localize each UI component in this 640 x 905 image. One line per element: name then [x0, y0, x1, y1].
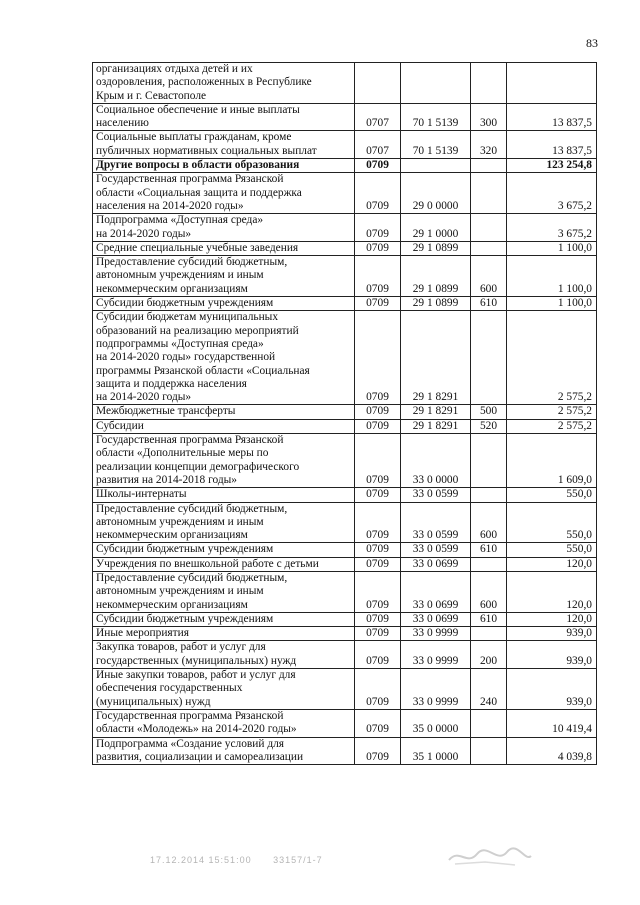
row-name: Предоставление субсидий бюджетным, автономным учреждениям и иным некоммерческим организациям: [93, 502, 355, 543]
row-amount: 3 675,2: [507, 214, 597, 242]
row-section-code: 0709: [355, 502, 401, 543]
row-target-article: 33 0 0699: [401, 612, 471, 626]
row-section-code: 0707: [355, 103, 401, 131]
row-expense-type: 300: [471, 103, 507, 131]
table-row: [93, 131, 597, 159]
row-expense-type: [471, 709, 507, 737]
row-target-article: 70 1 5139: [401, 131, 471, 159]
row-name: организациях отдыха детей и их оздоровления, расположенных в Республике Крым и г. Севастополе: [93, 63, 355, 104]
row-name: Государственная программа Рязанской области «Молодежь» на 2014-2020 годы»: [93, 709, 355, 737]
row-name: Средние специальные учебные заведения: [93, 241, 355, 255]
row-section-code: 0709: [355, 214, 401, 242]
row-name: Предоставление субсидий бюджетным, автономным учреждениям и иным некоммерческим организациям: [93, 256, 355, 297]
table-row: [93, 63, 597, 104]
row-expense-type: 500: [471, 405, 507, 419]
row-target-article: 33 0 0699: [401, 571, 471, 612]
row-expense-type: [471, 557, 507, 571]
row-expense-type: [471, 434, 507, 488]
table-row: [93, 173, 597, 214]
row-target-article: 33 0 0599: [401, 488, 471, 502]
row-expense-type: [471, 737, 507, 765]
row-amount: 1 100,0: [507, 256, 597, 297]
row-amount: 1 100,0: [507, 241, 597, 255]
row-section-code: 0709: [355, 434, 401, 488]
row-expense-type: [471, 173, 507, 214]
row-target-article: 29 0 0000: [401, 173, 471, 214]
row-target-article: 33 0 9999: [401, 641, 471, 669]
row-expense-type: 520: [471, 419, 507, 433]
table-body: [93, 63, 597, 765]
row-target-article: 29 1 0899: [401, 256, 471, 297]
table-row: [93, 488, 597, 502]
row-amount: 1 609,0: [507, 434, 597, 488]
row-target-article: 35 1 0000: [401, 737, 471, 765]
row-amount: 2 575,2: [507, 419, 597, 433]
table-row: [93, 311, 597, 405]
table-row: [93, 159, 597, 173]
row-target-article: 33 0 0599: [401, 502, 471, 543]
row-name: Социальные выплаты гражданам, кроме публичных нормативных социальных выплат: [93, 131, 355, 159]
row-expense-type: [471, 627, 507, 641]
row-expense-type: 200: [471, 641, 507, 669]
row-name: Закупка товаров, работ и услуг для государственных (муниципальных) нужд: [93, 641, 355, 669]
row-target-article: 29 1 8291: [401, 311, 471, 405]
row-name: Школы-интернаты: [93, 488, 355, 502]
row-name: Субсидии бюджетным учреждениям: [93, 543, 355, 557]
row-section-code: 0707: [355, 131, 401, 159]
row-expense-type: 600: [471, 256, 507, 297]
row-expense-type: [471, 488, 507, 502]
row-section-code: 0709: [355, 405, 401, 419]
table-row: [93, 709, 597, 737]
row-expense-type: [471, 311, 507, 405]
row-target-article: 29 1 0899: [401, 297, 471, 311]
row-expense-type: 610: [471, 543, 507, 557]
row-section-code: 0709: [355, 159, 401, 173]
row-target-article: 29 1 8291: [401, 419, 471, 433]
row-target-article: 33 0 0000: [401, 434, 471, 488]
row-name: Субсидии: [93, 419, 355, 433]
row-expense-type: 610: [471, 612, 507, 626]
row-target-article: 29 1 0000: [401, 214, 471, 242]
table-row: [93, 502, 597, 543]
table-row: [93, 297, 597, 311]
row-section-code: 0709: [355, 256, 401, 297]
row-name: Иные мероприятия: [93, 627, 355, 641]
row-section-code: 0709: [355, 737, 401, 765]
row-name: Другие вопросы в области образования: [93, 159, 355, 173]
row-name: Иные закупки товаров, работ и услуг для обеспечения государственных (муниципальных) нужд: [93, 669, 355, 710]
row-target-article: 33 0 9999: [401, 669, 471, 710]
table-row: [93, 627, 597, 641]
row-section-code: 0709: [355, 173, 401, 214]
row-target-article: 29 1 8291: [401, 405, 471, 419]
row-amount: 939,0: [507, 641, 597, 669]
table-row: [93, 612, 597, 626]
row-amount: 120,0: [507, 557, 597, 571]
table-row: [93, 543, 597, 557]
row-amount: 939,0: [507, 669, 597, 710]
row-amount: 550,0: [507, 502, 597, 543]
stamp-code: 33157/1-7: [273, 855, 323, 865]
row-section-code: 0709: [355, 311, 401, 405]
row-amount: 939,0: [507, 627, 597, 641]
row-name: Субсидии бюджетным учреждениям: [93, 612, 355, 626]
budget-table: [92, 62, 597, 765]
table-row: [93, 256, 597, 297]
footer-stamp: [150, 855, 341, 865]
row-expense-type: [471, 241, 507, 255]
row-name: Государственная программа Рязанской области «Дополнительные меры по реализации концепции демографического развития на 2014-2018 годы»: [93, 434, 355, 488]
table-row: [93, 571, 597, 612]
row-section-code: 0709: [355, 669, 401, 710]
row-amount: 13 837,5: [507, 131, 597, 159]
signature-mark: [445, 846, 535, 868]
row-amount: 13 837,5: [507, 103, 597, 131]
row-expense-type: [471, 214, 507, 242]
row-target-article: 33 0 0699: [401, 557, 471, 571]
row-name: Государственная программа Рязанской области «Социальная защита и поддержка населения на 2014-2020 годы»: [93, 173, 355, 214]
row-section-code: [355, 63, 401, 104]
row-section-code: 0709: [355, 543, 401, 557]
row-name: Субсидии бюджетным учреждениям: [93, 297, 355, 311]
row-expense-type: 240: [471, 669, 507, 710]
row-target-article: 35 0 0000: [401, 709, 471, 737]
table-row: [93, 641, 597, 669]
row-section-code: 0709: [355, 641, 401, 669]
row-expense-type: [471, 159, 507, 173]
table-row: [93, 103, 597, 131]
row-section-code: 0709: [355, 241, 401, 255]
row-name: Подпрограмма «Создание условий для развития, социализации и самореализации: [93, 737, 355, 765]
table-row: [93, 214, 597, 242]
row-section-code: 0709: [355, 419, 401, 433]
row-section-code: 0709: [355, 709, 401, 737]
row-section-code: 0709: [355, 627, 401, 641]
row-target-article: 33 0 0599: [401, 543, 471, 557]
row-target-article: [401, 63, 471, 104]
row-expense-type: 600: [471, 502, 507, 543]
row-amount: 1 100,0: [507, 297, 597, 311]
row-target-article: [401, 159, 471, 173]
row-amount: 2 575,2: [507, 405, 597, 419]
row-target-article: 33 0 9999: [401, 627, 471, 641]
row-amount: 550,0: [507, 543, 597, 557]
row-amount: 120,0: [507, 612, 597, 626]
page-number: 83: [586, 36, 598, 50]
table-row: [93, 737, 597, 765]
row-target-article: 29 1 0899: [401, 241, 471, 255]
row-amount: [507, 63, 597, 104]
row-section-code: 0709: [355, 488, 401, 502]
table-row: [93, 241, 597, 255]
row-expense-type: 610: [471, 297, 507, 311]
table-row: [93, 405, 597, 419]
row-section-code: 0709: [355, 297, 401, 311]
row-name: Межбюджетные трансферты: [93, 405, 355, 419]
row-target-article: 70 1 5139: [401, 103, 471, 131]
row-amount: 3 675,2: [507, 173, 597, 214]
table-row: [93, 669, 597, 710]
row-amount: 4 039,8: [507, 737, 597, 765]
row-expense-type: 600: [471, 571, 507, 612]
row-name: Подпрограмма «Доступная среда» на 2014-2020 годы»: [93, 214, 355, 242]
stamp-date: 17.12.2014 15:51:00: [150, 855, 252, 865]
row-section-code: 0709: [355, 571, 401, 612]
row-name: Учреждения по внешкольной работе с детьми: [93, 557, 355, 571]
row-section-code: 0709: [355, 612, 401, 626]
row-expense-type: 320: [471, 131, 507, 159]
row-name: Субсидии бюджетам муниципальных образований на реализацию мероприятий подпрограммы «Доступная среда» на 2014-2020 годы» государственной программы Рязанской области «Социальная защита и поддержка населения на 2014-2020 годы»: [93, 311, 355, 405]
table-row: [93, 419, 597, 433]
row-section-code: 0709: [355, 557, 401, 571]
row-amount: 123 254,8: [507, 159, 597, 173]
table-row: [93, 557, 597, 571]
row-amount: 10 419,4: [507, 709, 597, 737]
row-name: Предоставление субсидий бюджетным, автономным учреждениям и иным некоммерческим организациям: [93, 571, 355, 612]
row-amount: 2 575,2: [507, 311, 597, 405]
row-amount: 120,0: [507, 571, 597, 612]
row-expense-type: [471, 63, 507, 104]
row-amount: 550,0: [507, 488, 597, 502]
table-row: [93, 434, 597, 488]
row-name: Социальное обеспечение и иные выплаты населению: [93, 103, 355, 131]
